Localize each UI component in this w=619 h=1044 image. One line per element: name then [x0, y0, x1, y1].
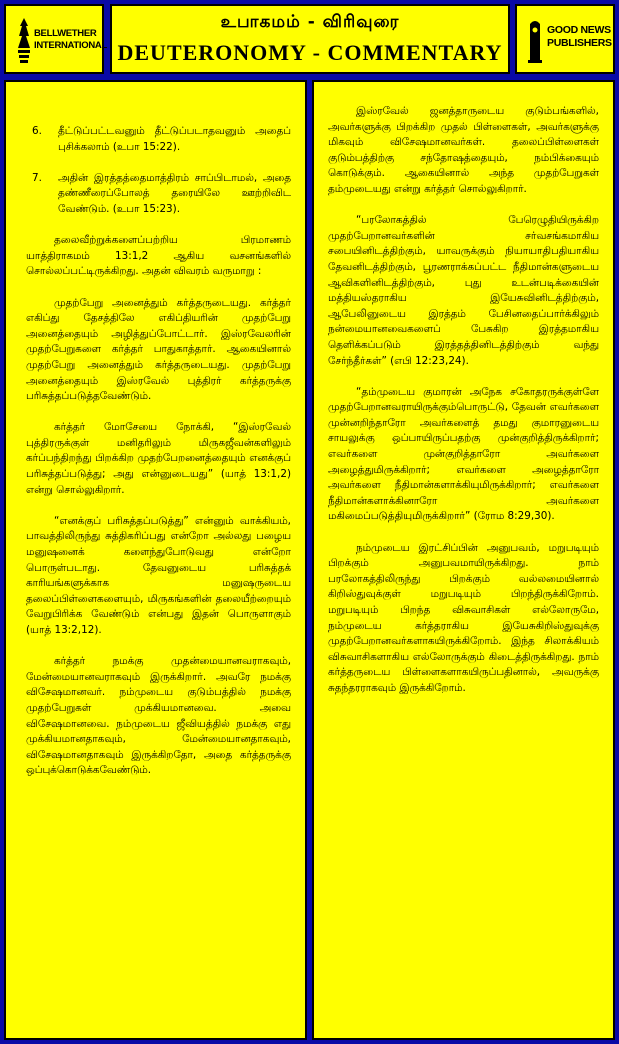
list-item: [26, 171, 291, 218]
paragraph: முதற்பேறு அனைத்தும் கர்த்தருடையது. கர்த்தர் எகிப்து தேசத்திலே எகிப்தியரின் முதற்பேறு அனைத்தையும் அழித்துப்போட்டார். இஸ்ரவேலரின் முதற்பேறுகளை கர்த்தர் பாதுகாத்தார். ஆகையினால் முதற்பேறு அனைத்தும் கர்த்தருடையது. முதற்பேறு அனைத்தையும் இஸ்ரவேல் புத்திரர் கர்த்தருக்கு பரிசுத்தப்படுத்தவேண்டும்.: [26, 296, 291, 403]
item-text: தீட்டுப்பட்டவனும் தீட்டுப்படாதவனும் அதைப் புசிக்கலாம் (உபா 15:22).: [58, 125, 291, 153]
paragraph: “பரலோகத்தில் பேரெழுதியிருக்கிற முதற்பேறானவர்களின் சர்வசங்கமாகிய சபையினிடத்திற்கும், யாவருக்கும் நியாயாதிபதியாகிய தேவனிடத்திற்கும், பூரணராக்கப்பட்ட நீதிமான்களுடைய ஆவிகளினிடத்திற்கும், புது உடன்படிக்கையின் மத்தியஸ்தராகிய இயேசுவினிடத்திற்கும், ஆபேலினுடைய இரத்தம் பேசினதைப்பார்க்கிலும் நன்மையானவைகளைப் பேசுகிற இரத்தமாகிய தெளிக்கப்படும் இரத்தத்தினிடத்திற்கும் வந்து சேர்ந்தீர்கள்” (எபி 12:23,24).: [328, 214, 599, 367]
paragraph: இஸ்ரவேல் ஜனத்தாருடைய குடும்பங்களில், அவர்களுக்கு பிறக்கிற முதல் பிள்ளைகள், அவர்களுக்கு மிகவும் விசேஷமானவர்கள். தலைப்பிள்ளைகள் குடும்பத்திற்கு சந்தோஷத்தையும், நம்பிக்கையும் கொடுக்கும். ஆகையினால் அந்த முதற்பேறுகள் தம்முடையது என்று கர்த்தர் சொல்லுகிறார்.: [328, 105, 599, 195]
publisher-logo-left: [4, 4, 107, 74]
good-news-logo-text: GOOD NEWS PUBLISHERS: [547, 24, 612, 49]
item-number: 6.: [32, 125, 42, 137]
title-english: DEUTERONOMY - COMMENTARY: [117, 40, 503, 65]
list-item: [26, 124, 291, 155]
item-number: 7.: [32, 171, 42, 184]
bellwether-logo-icon: [16, 16, 32, 64]
left-column: [4, 80, 307, 1040]
title-tamil: உபாகமம் - விரிவுரை: [220, 12, 400, 32]
paragraph: கர்த்தர் மோசேயை நோக்கி, “இஸ்ரவேல் புத்திரருக்குள் மனிதரிலும் மிருகஜீவன்களிலும் கர்ப்பந்திறந்து பிறக்கிற முதற்பேறனைத்தையும் எனக்குப் பரிசுத்தப்படுத்து; அது என்னுடையது” (யாத் 13:1,2) என்று சொல்லுகிறார்.: [26, 421, 291, 496]
bellwether-logo-text: BELLWETHER INTERNATIONAL: [34, 28, 107, 51]
paragraph: தலைவீற்றுக்களைப்பற்றிய பிரமாணம் யாத்திராகமம் 13:1,2 ஆகிய வசனங்களில் சொல்லப்பட்டிருக்கிறது. அதன் விவரம் வருமாறு :: [26, 234, 291, 278]
right-column: [312, 80, 615, 1040]
good-news-logo-icon: [527, 16, 543, 64]
publisher-logo-right: [515, 4, 615, 74]
paragraph: கர்த்தர் நமக்கு முதன்மையானவராகவும், மேன்மையானவராகவும் இருக்கிறார். அவரே நமக்கு விசேஷமானவர். நம்முடைய குடும்பத்தில் நமக்கு முதற்பேறுகள் முக்கியமானவை. அவை விசேஷமானவை. நம்முடைய ஜீவியத்தில் நமக்கு எது முக்கியமானதாகவும், மேன்மையானதாகவும், விசேஷமானதாகவும் இருக்கிறதோ, அதை கர்த்தருக்கு ஒப்புக்கொடுக்கவேண்டும்.: [26, 655, 291, 777]
paragraph: “எனக்குப் பரிசுத்தப்படுத்து” என்னும் வாக்கியம், பாவத்திலிருந்து சுத்திகரிப்பது என்றோ அல்லது பழைய மனுஷனைக் களைந்துபோடுவது என்றோ பொருள்படாது. தேவனுடைய பரிசுத்தக் காரியங்களுக்காக மனுஷருடைய தலைப்பிள்ளைகளையும், மிருகங்களின் தலையீற்றையும் வேறுபிரிக்க வேண்டும் என்பது இதன் பொருளாகும் (யாத் 13:2,12).: [26, 514, 291, 636]
paragraph: “தம்முடைய குமாரன் அநேக சகோதரருக்குள்ளே முதற்பேறானவராயிருக்கும்பொருட்டு, தேவன் எவர்களை முன்னறிந்தாரோ அவர்களைத் தமது குமாரனுடைய சாயலுக்கு ஒப்பாயிருப்பதற்கு முன்குறித்திருக்கிறார்; எவர்களை முன்குறித்தாரோ அவர்களை அழைத்துமிருக்கிறார்; எவர்களை அழைத்தாரோ அவர்களை நீதிமான்களாக்கியுமிருக்கிறார்; எவர்களை நீதிமான்களாக்கினாரோ அவர்களை மகிமைப்படுத்தியுமிருக்கிறார்” (ரோம 8:29,30).: [328, 385, 599, 523]
item-text: அதின் இரத்தத்தைமாத்திரம் சாப்பிடாமல், அதை தண்ணீரைப்போலத் தரையிலே ஊற்றிவிட வேண்டும். (உபா 15:23).: [58, 171, 291, 215]
title-banner: [110, 4, 510, 74]
paragraph: நம்முடைய இரட்சிப்பின் அனுபவம், மறுபடியும் பிறக்கும் அனுபவமாயிருக்கிறது. நாம் பரலோகத்திலிருந்து பிறக்கும் வல்லமையினால் கிறிஸ்துவுக்குள் மறுபடியும் பிறந்திருக்கிறோம். மறுபடியும் பிறந்த விசுவாசிகள் எல்லோருமே, நம்முடைய கர்த்தராகிய இயேசுகிறிஸ்துவுக்கு முதற்பேறானவர்களாகயிருக்கிறோம். இந்த சிலாக்கியம் விசுவாசிகளாகிய எல்லோருக்கும் கிடைத்திருக்கிறது. நாம் கர்த்தருடைய பிள்ளைகளாகயிருப்பதினால், அவருக்கு சுதந்தரராகவும் இருக்கிறோம்.: [328, 541, 599, 694]
